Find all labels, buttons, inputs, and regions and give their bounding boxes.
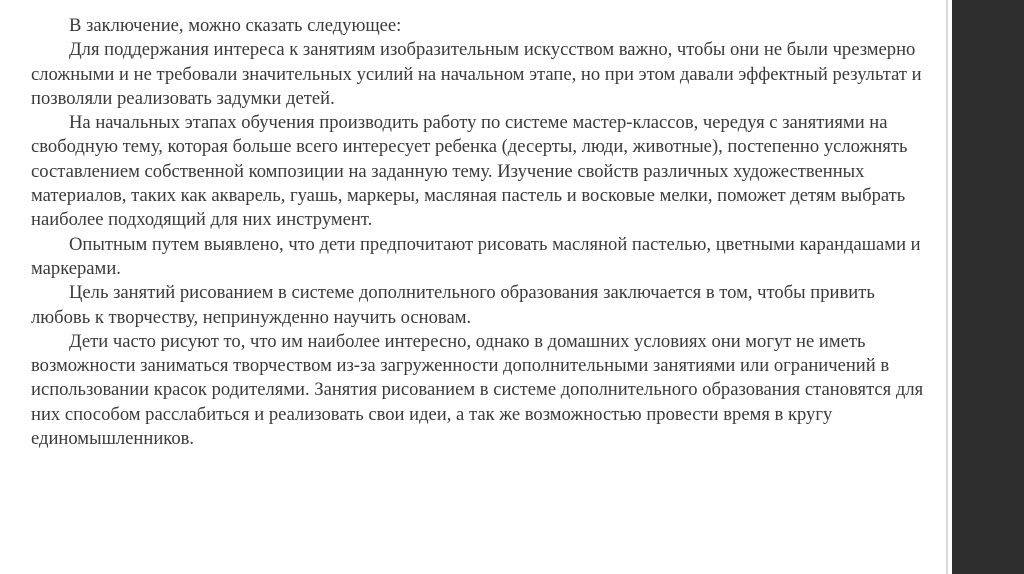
- side-divider: [946, 0, 948, 574]
- side-panel: [952, 0, 1024, 574]
- paragraph-master-classes: На начальных этапах обучения производить работу по системе мастер-классов, чередуя с занятиями на свободную тему, которая больше всего интересует ребенка (десерты, люди, животные), постепенно усложнять составлением собственной композиции на заданную тему. Изучение свойств различных художественных материалов, таких как акварель, гуашь, маркеры, масляная пастель и восковые мелки, поможет детям выбрать наиболее подходящий для них инструмент.: [31, 112, 908, 231]
- paragraph-children: Дети часто рисуют то, что им наиболее интересно, однако в домашних условиях они могут не иметь возможности заниматься творчеством из-за загруженности дополнительными занятиями или ограничений в использовании красок родителями. Занятия рисованием в системе дополнительного образования становятся для них способом расслабиться и реализовать свои идеи, а так же возможностью провести время в кругу единомышленников.: [31, 330, 924, 450]
- paragraph-interest: Для поддержания интереса к занятиям изобразительным искусством важно, чтобы они не были чрезмерно сложными и не требовали значительных усилий на начальном этапе, но при этом давали эффектный результат и позволяли реализовать задумки детей.: [31, 39, 922, 109]
- text-block: [31, 14, 926, 451]
- paragraph-experience: Опытным путем выявлено, что дети предпочитают рисовать масляной пастелью, цветными карандашами и маркерами.: [31, 233, 921, 279]
- paragraph-goal: Цель занятий рисованием в системе дополнительного образования заключается в том, чтобы привить любовь к творчеству, непринужденно научить основам.: [31, 282, 875, 328]
- paragraph-conclusion-intro: В заключение, можно сказать следующее:: [69, 15, 402, 36]
